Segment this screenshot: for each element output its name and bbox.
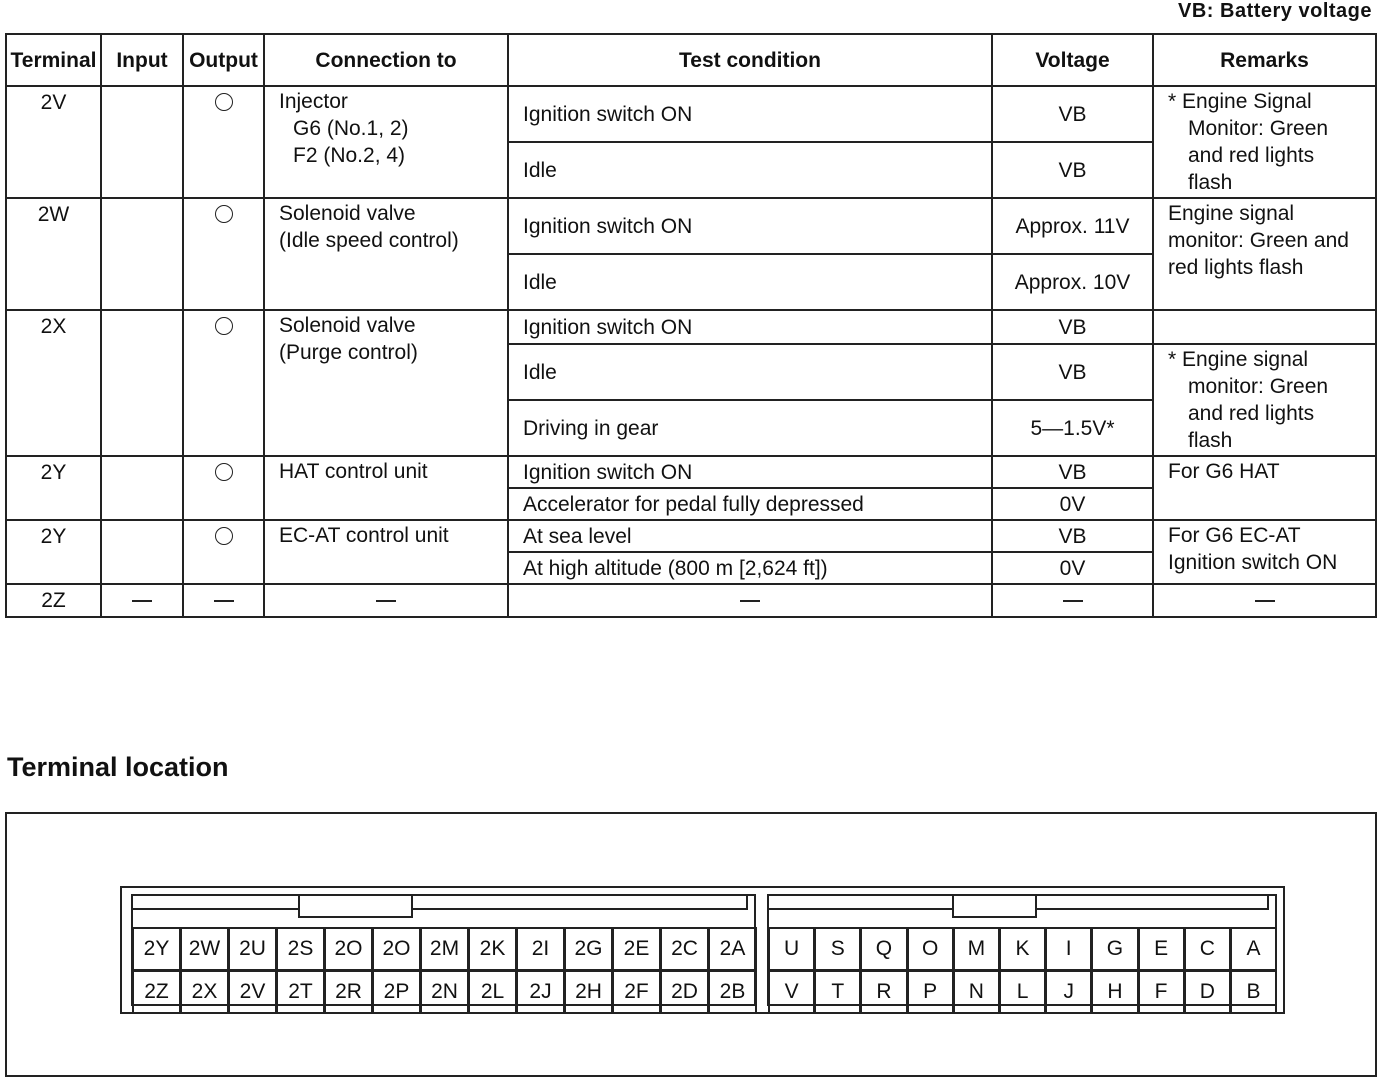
connector-pin: 2P — [372, 970, 421, 1014]
output-mark-icon — [215, 205, 233, 223]
table-row — [6, 456, 1376, 488]
connection-cell — [264, 86, 508, 198]
input-cell — [101, 86, 183, 198]
terminal-spec-table — [5, 33, 1377, 618]
dash-mark — [1255, 600, 1275, 602]
connector-pin: B — [1230, 970, 1277, 1014]
header-test-condition: Test condition — [508, 34, 992, 86]
remarks-cell — [1153, 344, 1376, 456]
connector-pin: O — [907, 927, 954, 971]
voltage-cell: Approx. 11V — [992, 198, 1153, 254]
connection-cell — [264, 310, 508, 456]
connector-pin: I — [1045, 927, 1092, 971]
connector-pin: G — [1091, 927, 1138, 971]
condition-cell: Ignition switch ON — [508, 310, 992, 344]
connector-pin: 2N — [420, 970, 469, 1014]
condition-cell: At high altitude (800 m [2,624 ft]) — [508, 552, 992, 584]
condition-cell: Driving in gear — [508, 400, 992, 456]
condition-cell: Accelerator for pedal fully depressed — [508, 488, 992, 520]
output-cell — [183, 198, 264, 310]
connector-pin: 2A — [708, 927, 757, 971]
voltage-cell: VB — [992, 86, 1153, 142]
connector-pin: 2K — [468, 927, 517, 971]
terminal-cell: 2Y — [6, 520, 101, 584]
header-output: Output — [183, 34, 264, 86]
connector-pin: 2W — [180, 927, 229, 971]
voltage-cell: 0V — [992, 488, 1153, 520]
right-pin-grid — [769, 928, 1277, 1014]
header-input: Input — [101, 34, 183, 86]
connector-right-half — [767, 894, 1277, 1006]
voltage-cell: VB — [992, 456, 1153, 488]
connector-left-half — [131, 894, 756, 1006]
voltage-cell: VB — [992, 310, 1153, 344]
connector-pin: 2C — [660, 927, 709, 971]
connector-pin: E — [1138, 927, 1185, 971]
output-cell — [183, 310, 264, 456]
table-row — [6, 520, 1376, 552]
output-cell — [183, 584, 264, 617]
connector-pin: 2L — [468, 970, 517, 1014]
left-pin-grid — [133, 928, 757, 1014]
connector-pin: 2M — [420, 927, 469, 971]
connector-pin: C — [1184, 927, 1231, 971]
remarks-cell — [1153, 86, 1376, 198]
voltage-cell: 5—1.5V* — [992, 400, 1153, 456]
terminal-cell: 2V — [6, 86, 101, 198]
connector-pin: S — [814, 927, 861, 971]
connector-pin: 2G — [564, 927, 613, 971]
connector-pin: 2J — [516, 970, 565, 1014]
connector-pin: 2T — [276, 970, 325, 1014]
remarks-cell — [1153, 520, 1376, 584]
connection-cell: EC-AT control unit — [264, 520, 508, 584]
dash-mark — [214, 600, 234, 602]
table-row — [6, 198, 1376, 254]
connector-pin: 2V — [228, 970, 277, 1014]
connection-text: (Idle speed control) — [279, 229, 459, 252]
table-row — [6, 86, 1376, 142]
connector-pin: J — [1045, 970, 1092, 1014]
remarks-cell: For G6 HAT — [1153, 456, 1376, 520]
condition-cell: At sea level — [508, 520, 992, 552]
connector-pin: D — [1184, 970, 1231, 1014]
connector-pin: T — [814, 970, 861, 1014]
connector-pin: 2H — [564, 970, 613, 1014]
connector-latch — [133, 896, 748, 910]
connector-pin: 2O — [324, 927, 373, 971]
input-cell — [101, 310, 183, 456]
remarks-text: * Engine signal monitor: Green and red lights flash — [1168, 348, 1329, 452]
connector-pin: 2R — [324, 970, 373, 1014]
voltage-cell: 0V — [992, 552, 1153, 584]
input-cell — [101, 520, 183, 584]
output-mark-icon — [215, 527, 233, 545]
battery-voltage-legend: VB: Battery voltage — [1178, 0, 1372, 22]
input-cell — [101, 584, 183, 617]
condition-cell: Idle — [508, 254, 992, 310]
connector-pin: P — [907, 970, 954, 1014]
remarks-cell — [1153, 310, 1376, 344]
connector-pin: U — [768, 927, 815, 971]
condition-cell: Idle — [508, 142, 992, 198]
input-cell — [101, 198, 183, 310]
connector-pin: 2Y — [132, 927, 181, 971]
connector-pin: K — [999, 927, 1046, 971]
connector-pin: N — [953, 970, 1000, 1014]
remarks-text: Ignition switch ON — [1168, 551, 1338, 574]
header-voltage: Voltage — [992, 34, 1153, 86]
connection-cell: HAT control unit — [264, 456, 508, 520]
condition-cell: Ignition switch ON — [508, 456, 992, 488]
remarks-text: For G6 EC-AT — [1168, 524, 1301, 547]
voltage-cell — [992, 584, 1153, 617]
input-cell — [101, 456, 183, 520]
connector-key — [952, 896, 1037, 918]
connector-pin: A — [1230, 927, 1277, 971]
dash-mark — [132, 600, 152, 602]
output-cell — [183, 456, 264, 520]
terminal-cell: 2W — [6, 198, 101, 310]
connector-pin: F — [1138, 970, 1185, 1014]
terminal-cell: 2X — [6, 310, 101, 456]
output-mark-icon — [215, 93, 233, 111]
table-row — [6, 310, 1376, 344]
connection-text: (Purge control) — [279, 341, 418, 364]
connector-pin: Q — [860, 927, 907, 971]
connection-text: Solenoid valve — [279, 314, 416, 337]
connector-pin: H — [1091, 970, 1138, 1014]
output-cell — [183, 520, 264, 584]
connector-pin: 2X — [180, 970, 229, 1014]
connection-cell — [264, 198, 508, 310]
condition-cell — [508, 584, 992, 617]
remarks-text: * Engine Signal Monitor: Green and red lights flash — [1168, 90, 1329, 194]
remarks-cell: Engine signal monitor: Green and red lights flash — [1153, 198, 1376, 310]
connector-pin: 2Z — [132, 970, 181, 1014]
connector-pin: 2S — [276, 927, 325, 971]
dash-mark — [1063, 600, 1083, 602]
connector-key — [298, 896, 413, 918]
connector-pin: 2O — [372, 927, 421, 971]
connector-pin: L — [999, 970, 1046, 1014]
condition-cell: Ignition switch ON — [508, 198, 992, 254]
connection-text: G6 (No.1, 2) — [293, 117, 409, 140]
condition-cell: Idle — [508, 344, 992, 400]
ecu-connector — [120, 886, 1285, 1014]
output-cell — [183, 86, 264, 198]
connection-cell — [264, 584, 508, 617]
connection-text: Injector — [279, 90, 348, 113]
header-terminal: Terminal — [6, 34, 101, 86]
dash-mark — [376, 600, 396, 602]
condition-cell: Ignition switch ON — [508, 86, 992, 142]
voltage-cell: VB — [992, 142, 1153, 198]
connection-text: F2 (No.2, 4) — [293, 144, 406, 167]
remarks-cell — [1153, 584, 1376, 617]
voltage-cell: VB — [992, 520, 1153, 552]
terminal-location-title: Terminal location — [7, 752, 229, 782]
connector-pin: 2E — [612, 927, 661, 971]
connector-pin: 2B — [708, 970, 757, 1014]
terminal-cell: 2Z — [6, 584, 101, 617]
table-header-row — [6, 34, 1376, 86]
table-row — [6, 584, 1376, 617]
terminal-cell: 2Y — [6, 456, 101, 520]
output-mark-icon — [215, 317, 233, 335]
voltage-cell: Approx. 10V — [992, 254, 1153, 310]
voltage-cell: VB — [992, 344, 1153, 400]
dash-mark — [740, 600, 760, 602]
connector-pin: 2U — [228, 927, 277, 971]
connector-pin: 2F — [612, 970, 661, 1014]
connector-pin: M — [953, 927, 1000, 971]
connector-pin: 2D — [660, 970, 709, 1014]
connector-pin: 2I — [516, 927, 565, 971]
header-connection: Connection to — [264, 34, 508, 86]
connector-pin: R — [860, 970, 907, 1014]
header-remarks: Remarks — [1153, 34, 1376, 86]
output-mark-icon — [215, 463, 233, 481]
connection-text: Solenoid valve — [279, 202, 416, 225]
connector-pin: V — [768, 970, 815, 1014]
